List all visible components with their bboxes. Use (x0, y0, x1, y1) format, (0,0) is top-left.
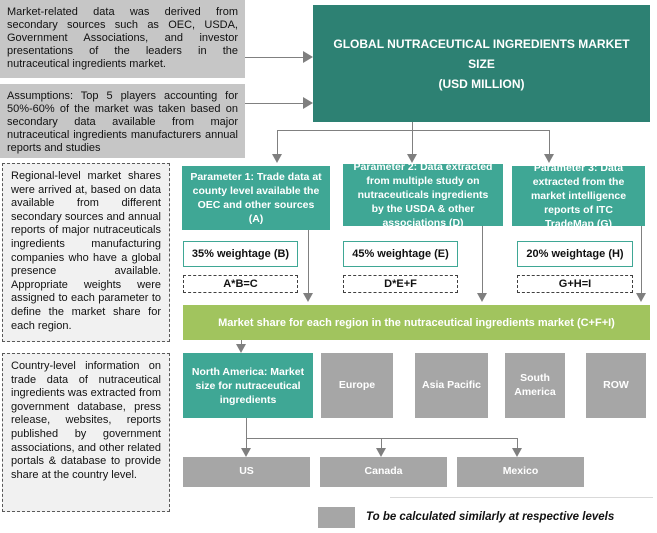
country-note: Country-level information on trade data of nutraceutical ingredients was extracted from government database, press release, websites, reports published by government associations, and other related portals & database to provide share at the country level. (2, 353, 170, 512)
region-asia-pacific-box: Asia Pacific (415, 353, 488, 418)
arrowhead-down-icon (236, 344, 246, 353)
parameter-3-weightage-box: 20% weightage (H) (517, 241, 633, 267)
connector-line (641, 226, 642, 293)
connector-line (277, 130, 278, 154)
parameter-3-box: Parameter 3: Data extracted from the market intelligence reports of ITC TradeMap (G) (512, 166, 645, 226)
connector-line (517, 438, 518, 448)
connector-line (245, 103, 303, 104)
market-size-title-line1: GLOBAL NUTRACEUTICAL INGREDIENTS MARKET SIZE (333, 36, 630, 71)
arrowhead-down-icon (241, 448, 251, 457)
arrowhead-down-icon (477, 293, 487, 302)
market-size-title-line2: (USD MILLION) (438, 76, 525, 91)
connector-line (246, 438, 518, 439)
connector-line (412, 122, 413, 130)
connector-line (246, 418, 247, 438)
arrowhead-down-icon (303, 293, 313, 302)
arrowhead-right-icon (303, 97, 313, 109)
connector-line (412, 130, 413, 154)
region-north-america-box: North America: Market size for nutraceutical ingredients (183, 353, 313, 418)
region-south-america-box: South America (505, 353, 565, 418)
assumptions-note: Assumptions: Top 5 players accounting for 50%-60% of the market was taken based on secondary data available from major nutraceutical ingredients manufacturers annual reports and studies (0, 84, 245, 158)
arrowhead-down-icon (376, 448, 386, 457)
source-note: Market-related data was derived from secondary sources such as OEC, USDA, Government Associations, and investor presentations of the leaders in the nutraceutical ingredients market. (0, 0, 245, 78)
arrowhead-down-icon (512, 448, 522, 457)
country-mexico-box: Mexico (457, 457, 584, 487)
regional-note: Regional-level market shares were arrived at, based on data available from different secondary sources and annual reports of major nutraceuticals ingredients manufacturing companies who have a global presence available. Appropriate weights were assigned to each parameter to define the market share for each region. (2, 163, 170, 342)
country-canada-box: Canada (320, 457, 447, 487)
market-size-title-box (313, 5, 650, 122)
connector-line (277, 130, 550, 131)
country-us-box: US (183, 457, 310, 487)
connector-line (308, 230, 309, 293)
arrowhead-down-icon (636, 293, 646, 302)
parameter-1-formula-box: A*B=C (183, 275, 298, 293)
parameter-3-formula-box: G+H=I (517, 275, 633, 293)
connector-line (245, 57, 303, 58)
arrowhead-right-icon (303, 51, 313, 63)
arrowhead-down-icon (272, 154, 282, 163)
connector-line (549, 130, 550, 154)
parameter-1-weightage-box: 35% weightage (B) (183, 241, 298, 267)
parameter-2-box: Parameter 2: Data extracted from multiple study on nutraceuticals ingredients by the USDA & other associations (D) (343, 164, 503, 226)
legend-label: To be calculated similarly at respective levels (366, 511, 615, 523)
connector-line (246, 438, 247, 448)
legend-swatch (318, 507, 355, 528)
legend-divider (390, 497, 653, 498)
connector-line (381, 438, 382, 448)
parameter-1-box: Parameter 1: Trade data at county level available the OEC and other sources (A) (182, 166, 330, 230)
connector-line (482, 226, 483, 293)
region-europe-box: Europe (321, 353, 393, 418)
market-share-bar: Market share for each region in the nutraceutical ingredients market (C+F+I) (183, 305, 650, 340)
region-row-box: ROW (586, 353, 646, 418)
parameter-2-formula-box: D*E+F (343, 275, 458, 293)
parameter-2-weightage-box: 45% weightage (E) (343, 241, 458, 267)
